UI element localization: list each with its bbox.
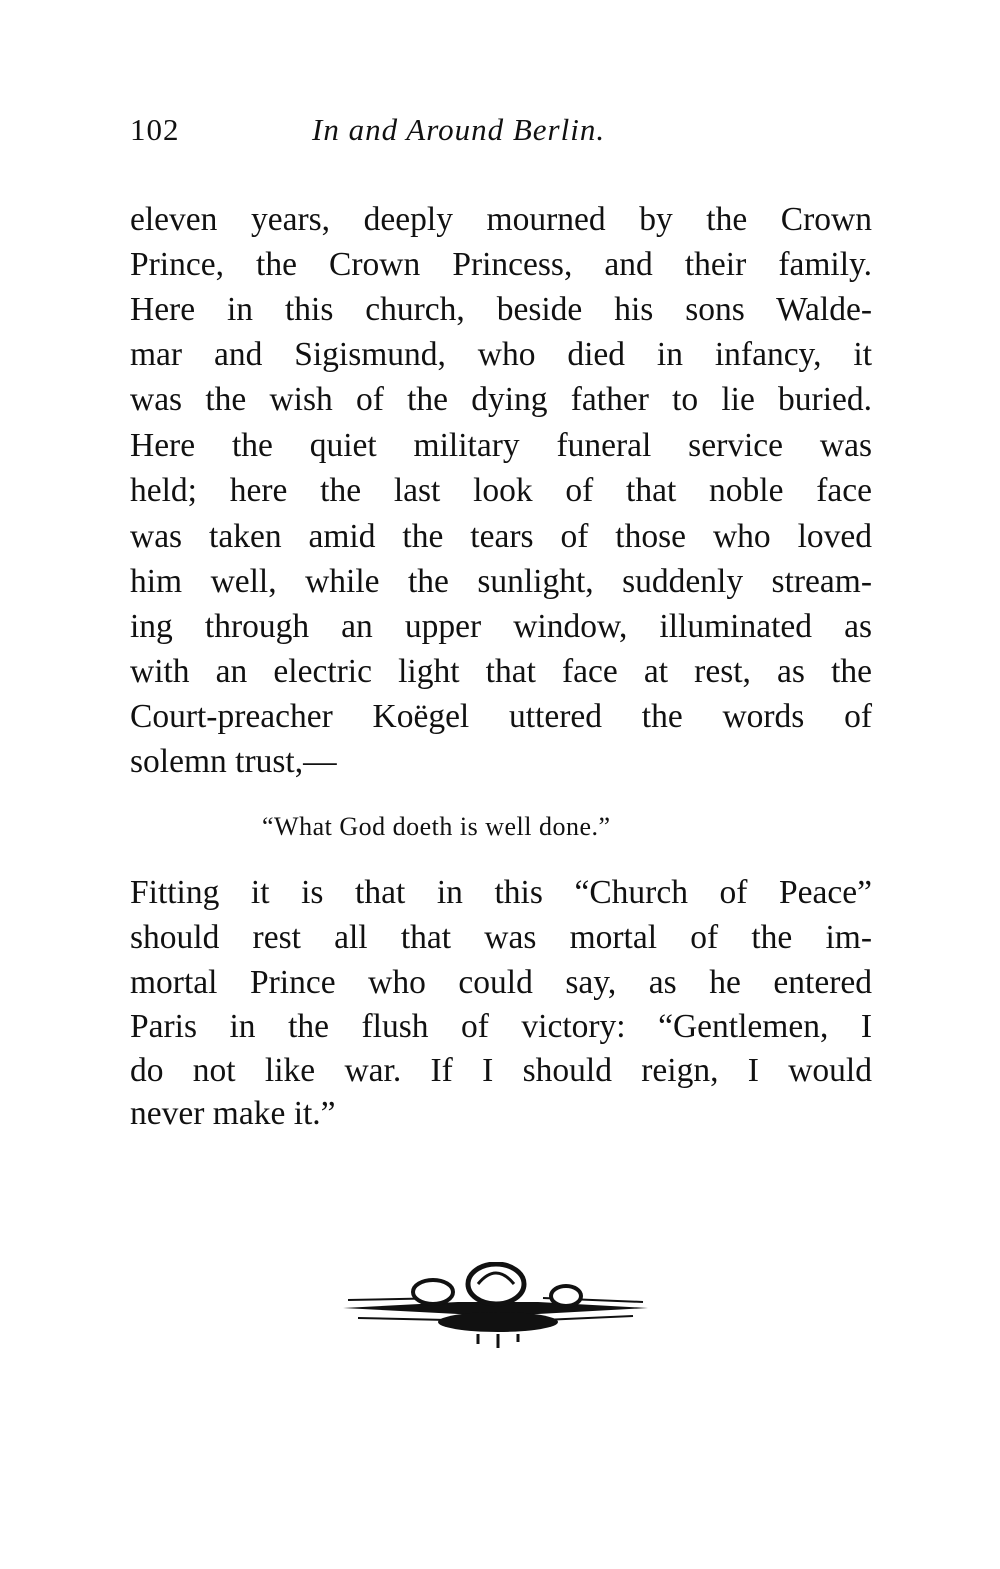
text-line: him well, while the sunlight, suddenly stream- xyxy=(130,563,872,600)
text-line: ing through an upper window, illuminated as xyxy=(130,608,872,645)
text-line: Here in this church, beside his sons Walde- xyxy=(130,291,872,328)
text-line: Fitting it is that in this “Church of Peace” xyxy=(130,874,872,911)
text-line: mar and Sigismund, who died in infancy, it xyxy=(130,336,872,373)
text-line: was the wish of the dying father to lie buried. xyxy=(130,381,872,418)
page-number: 102 xyxy=(130,112,180,147)
text-line: Court-preacher Koëgel uttered the words of xyxy=(130,698,872,735)
text-line: do not like war. If I should reign, I would xyxy=(130,1052,872,1089)
block-quote: “What God doeth is well done.” xyxy=(262,812,611,841)
text-line: Prince, the Crown Princess, and their family. xyxy=(130,246,872,283)
text-line: should rest all that was mortal of the im- xyxy=(130,919,872,956)
running-title: In and Around Berlin. xyxy=(312,112,606,147)
text-line: never make it.” xyxy=(130,1095,336,1132)
text-line: mortal Prince who could say, as he entered xyxy=(130,964,872,1001)
text-line: Here the quiet military funeral service was xyxy=(130,427,872,464)
text-line: eleven years, deeply mourned by the Crown xyxy=(130,201,872,238)
floral-ornament-icon xyxy=(338,1262,653,1354)
text-line: held; here the last look of that noble face xyxy=(130,472,872,509)
text-line: solemn trust,— xyxy=(130,743,337,780)
text-line: with an electric light that face at rest, as the xyxy=(130,653,872,690)
text-line: Paris in the flush of victory: “Gentlemen, I xyxy=(130,1008,872,1045)
text-line: was taken amid the tears of those who loved xyxy=(130,518,872,555)
